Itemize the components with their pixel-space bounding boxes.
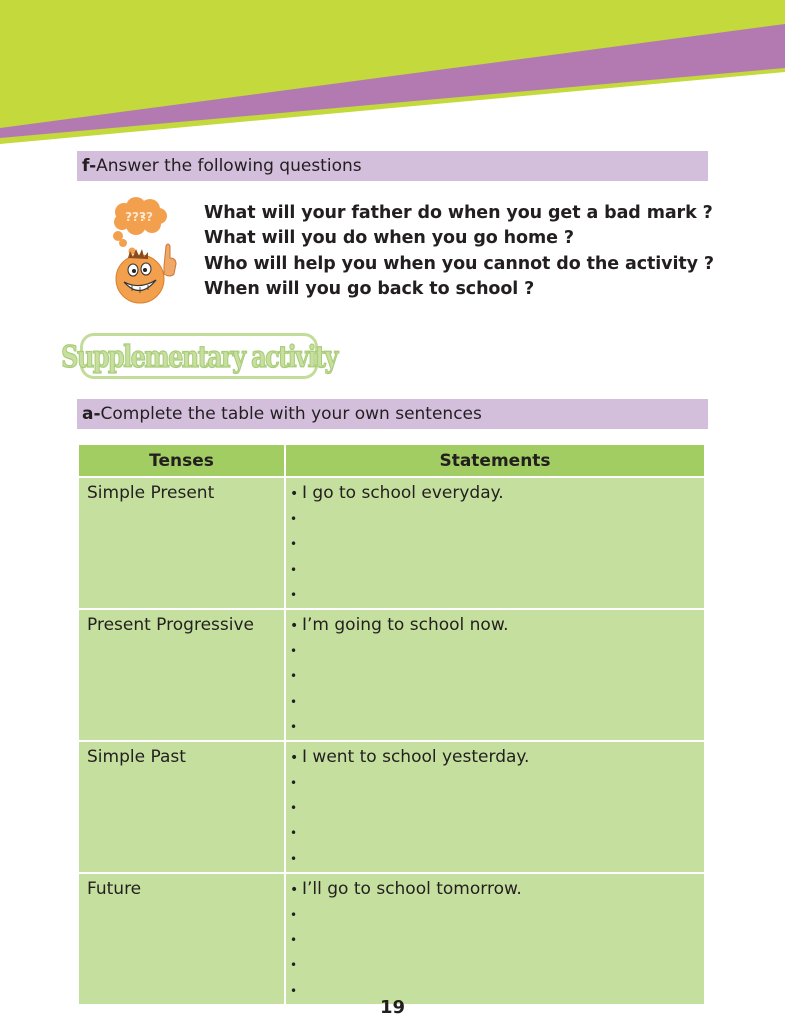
bullet-icon: • [290,694,298,709]
statement-blank[interactable] [290,583,704,608]
statement-list [286,610,704,740]
bullet-icon: • [290,617,299,634]
tense-name: Future [87,878,142,899]
bullet-icon: • [290,908,298,922]
supplementary-activity-banner [61,333,337,379]
statement-blank[interactable] [290,953,704,978]
tense-cell [79,477,285,609]
header-decoration [0,0,785,150]
table-row [79,477,704,609]
statement-list [286,478,704,608]
statements-cell [285,873,704,1004]
column-header-tenses: Tenses [79,445,285,477]
statement-blank[interactable] [290,507,704,532]
column-header-statements: Statements [285,445,704,477]
bullet-icon: • [290,669,298,684]
table-row [79,741,704,873]
bullet-icon: • [290,958,298,973]
bullet-icon: • [290,933,298,948]
bullet-icon: • [290,749,299,766]
statement-example [290,482,704,507]
bullet-icon: • [290,776,298,791]
statement-text: I’ll go to school tomorrow. [302,878,522,899]
table-row [79,609,704,741]
statement-blank[interactable] [290,903,704,928]
bullet-icon: • [290,512,298,527]
question-item: When will you go back to school ? [204,278,535,299]
statement-text: I went to school yesterday. [302,746,530,767]
question-item: What will you do when you go home ? [204,228,574,249]
statement-blank[interactable] [290,771,704,796]
statement-blank[interactable] [290,558,704,583]
bullet-icon: • [290,486,299,502]
supplementary-activity-title: Supplementary activity [61,337,337,375]
question-item: Who will help you when you cannot do the activity ? [204,253,714,274]
table-header-row [79,445,704,477]
tenses-table [79,445,704,1004]
statements-cell [285,741,704,873]
statement-example [290,878,704,903]
question-list [204,201,714,302]
statement-blank[interactable] [290,664,704,689]
section-a-title: Complete the table with your own sentences [100,404,482,424]
statement-blank[interactable] [290,928,704,953]
bullet-icon: • [290,983,298,998]
table-row [79,873,704,1004]
question-item: What will your father do when you get a bad mark ? [204,203,713,223]
bullet-icon: • [290,537,298,552]
bullet-icon: • [290,644,298,659]
page-number: 19 [379,997,406,1018]
thinking-face-icon [88,196,188,308]
statement-blank[interactable] [290,847,704,872]
tense-cell [79,609,285,741]
statement-blank[interactable] [290,690,704,715]
statement-text: I’m going to school now. [302,614,509,635]
bullet-icon: • [290,719,298,734]
statement-blank[interactable] [290,821,704,846]
statement-text: I go to school everyday. [302,483,504,503]
bullet-icon: • [290,587,298,602]
bullet-icon: • [290,801,298,816]
tense-name: Present Progressive [87,614,254,635]
statement-list [286,742,704,872]
section-a-letter: a- [82,404,101,424]
section-f-title: Answer the following questions [96,156,362,176]
bullet-icon: • [290,851,298,866]
statement-blank[interactable] [290,715,704,740]
section-a-heading [77,399,708,429]
statement-example [290,746,704,771]
statement-example [290,614,704,639]
thought-bubble-icon [113,197,167,255]
statements-cell [285,477,704,609]
statements-cell [285,609,704,741]
section-f-heading [77,151,708,181]
statement-blank[interactable] [290,639,704,664]
statement-blank[interactable] [290,532,704,557]
bullet-icon: • [290,562,298,577]
tense-cell [79,741,285,873]
svg-text:????: ???? [125,210,153,224]
tense-name: Simple Present [87,483,215,503]
tense-name: Simple Past [87,746,186,767]
tense-cell [79,873,285,1004]
bullet-icon: • [290,881,299,898]
bullet-icon: • [290,826,298,841]
section-f-letter: f- [82,156,97,176]
statement-blank[interactable] [290,796,704,821]
statement-list [286,874,704,1004]
